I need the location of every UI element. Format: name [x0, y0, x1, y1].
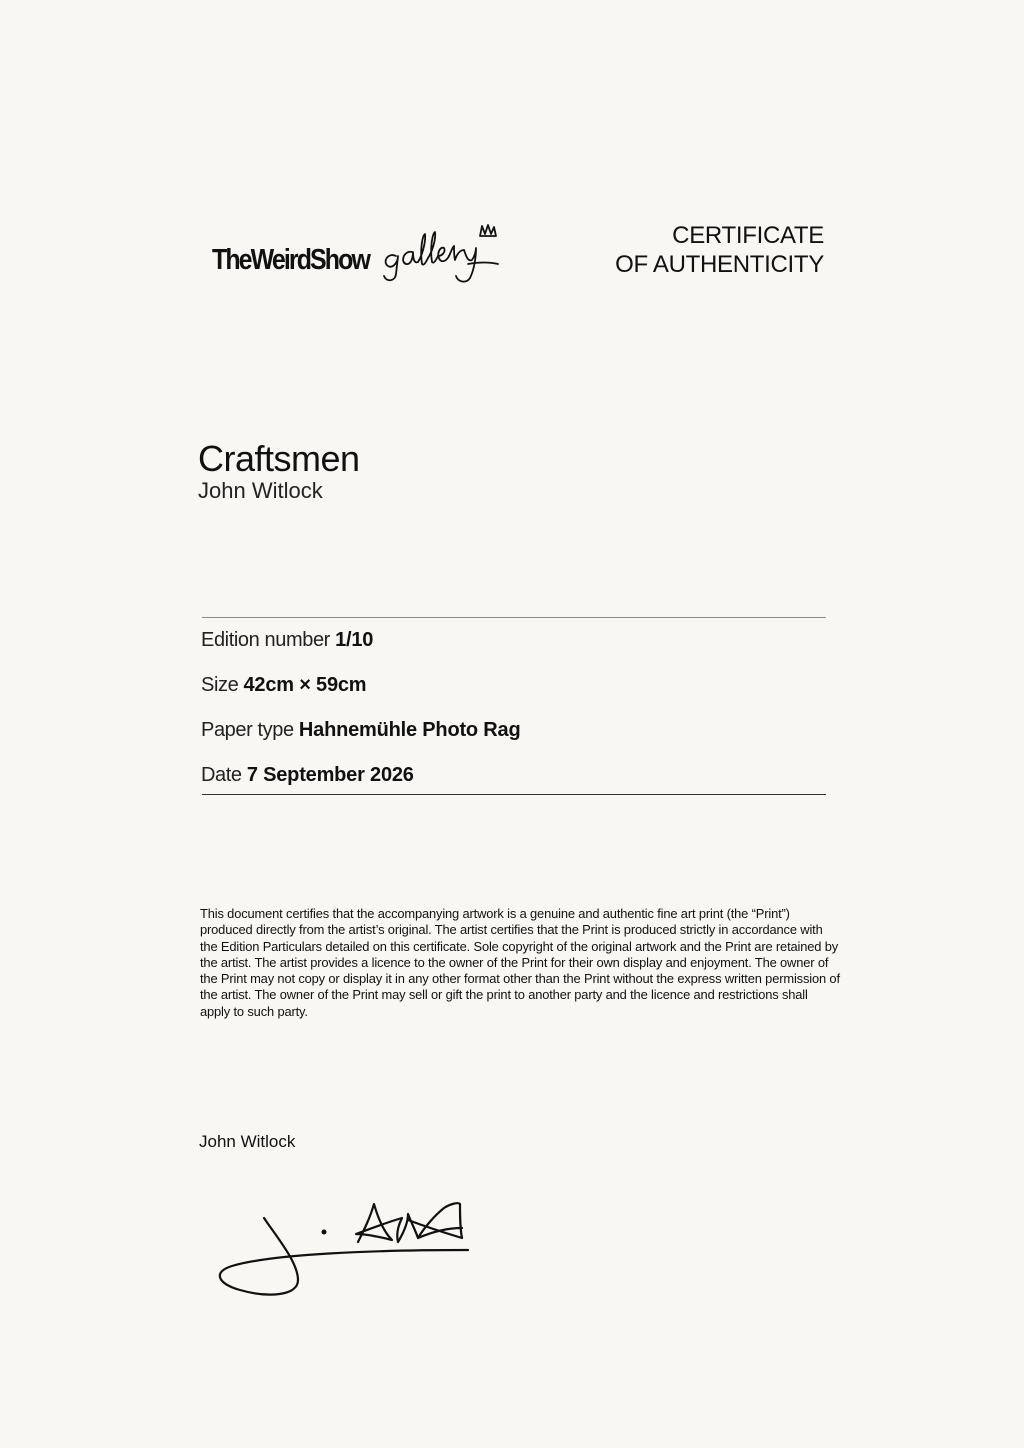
certificate-heading-line2: OF AUTHENTICITY	[615, 251, 824, 278]
particular-row-edition	[201, 627, 825, 672]
certificate-heading-line1: CERTIFICATE	[672, 222, 824, 249]
particular-value: 7 September 2026	[246, 764, 414, 786]
particular-label: Date	[201, 764, 242, 786]
edition-particulars	[201, 627, 825, 807]
signatory-name: John Witlock	[199, 1132, 296, 1151]
signature-image	[212, 1192, 476, 1304]
legal-statement: This document certifies that the accompanying artwork is a genuine and authentic fine art print (the “Print”) produced directly from the artist’s original. The artist certifies that the Print is produced strictly in accordance with the Edition Particulars detailed on this certificate. Sole copyright of the original artwork and the Print are retained by the artist. The artist provides a licence to the owner of the Print for their own display and enjoyment. The owner of the Print may not copy or display it in any other format other than the Print without the express written permission of the artist. The owner of the Print may sell or gift the print to another party and the licence and restrictions shall apply to such party.	[200, 906, 840, 1019]
artist-name: John Witlock	[198, 478, 323, 503]
divider-top	[202, 617, 826, 618]
certificate-heading	[615, 221, 824, 279]
particular-label: Size	[201, 674, 239, 696]
particular-value: 42cm × 59cm	[243, 674, 367, 696]
divider-bottom	[202, 794, 826, 795]
logo-wordmark: TheWeirdShow	[212, 244, 369, 276]
artwork-title: Craftsmen	[198, 438, 360, 479]
particular-label: Paper type	[201, 719, 294, 741]
particular-row-size	[201, 672, 825, 717]
particular-label: Edition number	[201, 629, 330, 651]
particular-row-date	[201, 762, 825, 807]
logo-script-gallery	[378, 222, 502, 286]
gallery-logo	[210, 222, 500, 286]
particular-value: 1/10	[335, 629, 374, 651]
particular-value: Hahnemühle Photo Rag	[298, 719, 521, 741]
particular-row-paper	[201, 717, 825, 762]
